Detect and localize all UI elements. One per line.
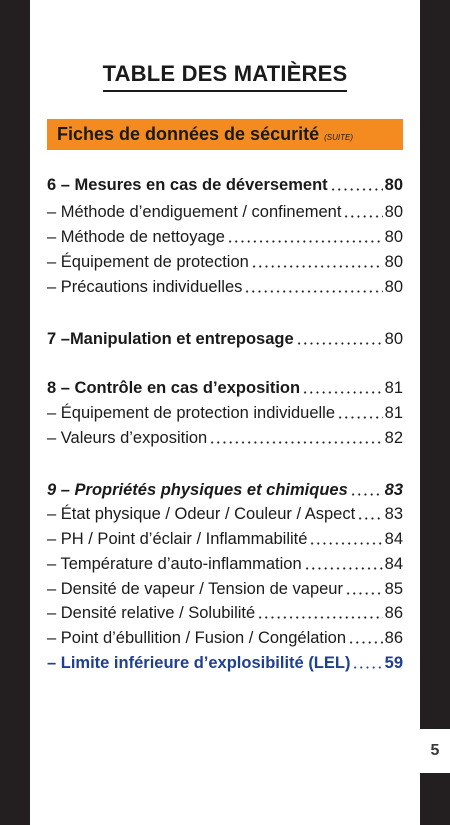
toc-entry-page: 86 [384,604,403,622]
toc-entry-6[interactable] [47,174,403,196]
toc-entry-7[interactable] [47,328,403,350]
toc-dot-leader [352,652,382,674]
right-margin-bar-top [420,0,450,729]
section-title: Fiches de données de sécurité [57,124,320,144]
toc-entry-page: 83 [384,481,403,499]
toc-entry-label: – État physique / Odeur / Couleur / Aspect [47,505,356,523]
toc-entry-label: – Point d’ébullition / Fusion / Congélation [47,629,347,647]
toc-entry-page: 81 [384,404,403,422]
toc-entry-label: Contrôle en cas d’exposition [74,379,301,397]
toc-dot-leader [337,402,383,424]
section-suffix: (SUITE) [324,133,353,142]
toc-entry-label: – Densité relative / Solubilité [47,604,256,622]
toc-entry-9-7[interactable] [47,652,403,674]
toc-entry-page: 84 [384,530,403,548]
toc-entry-page: 84 [384,555,403,573]
toc-entry-label: Manipulation et entreposage [69,330,294,348]
left-margin-bar [0,0,30,825]
toc-entry-label: – Méthode de nettoyage [47,228,225,246]
toc-entry-6-1[interactable] [47,201,403,223]
toc-dot-leader [296,328,383,350]
toc-entry-page: 80 [384,330,403,348]
toc-entry-9-3[interactable] [47,553,403,575]
toc-dot-leader [350,479,383,501]
toc-entry-page: 59 [384,654,403,672]
toc-dot-leader [330,174,383,196]
toc-dot-leader [244,276,382,298]
toc-entry-page: 86 [384,629,403,647]
toc-entry-page: 80 [384,176,403,194]
toc-entry-6-3[interactable] [47,251,403,273]
toc-entry-9[interactable] [47,479,403,501]
toc-entry-page: 80 [384,253,403,271]
toc-entry-page: 80 [384,228,403,246]
toc-dot-leader [304,553,383,575]
toc-entry-label: – Limite inférieure d’explosibilité (LEL) [47,654,351,672]
toc-entry-page: 82 [384,429,403,447]
toc-entry-label: 6 – Mesures en cas de déversement [47,176,328,194]
toc-entry-page: 81 [384,379,403,397]
toc-entry-page: 83 [384,505,403,523]
toc-dot-leader [345,578,383,600]
toc-entry-9-4[interactable] [47,578,403,600]
toc-entry-page: 80 [384,203,403,221]
toc-entry-number: 7 – [47,330,70,348]
toc-entry-9-6[interactable] [47,627,403,649]
toc-entry-8[interactable] [47,377,403,399]
toc-dot-leader [357,503,382,525]
toc-entry-page: 85 [384,580,403,598]
toc-entry-8-2[interactable] [47,427,403,449]
toc-entry-label: – PH / Point d’éclair / Inflammabilité [47,530,308,548]
toc-entry-6-2[interactable] [47,226,403,248]
toc-entry-number: 8 – [47,379,75,397]
toc-entry-label: – Valeurs d’exposition [47,429,208,447]
toc-entry-8-1[interactable] [47,402,403,424]
section-header [47,119,403,150]
right-margin-bar-bottom [420,773,450,825]
toc-entry-label: 9 – Propriétés physiques et chimiques [47,481,348,499]
toc-entry-label: – Précautions individuelles [47,278,243,296]
toc-entry-page: 80 [384,278,403,296]
page-number: 5 [430,742,440,759]
toc-dot-leader [209,427,382,449]
title-block [30,60,420,92]
toc-dot-leader [302,377,383,399]
toc-entry-label: – Équipement de protection [47,253,249,271]
toc-entry-label: – Équipement de protection individuelle [47,404,336,422]
toc-dot-leader [343,201,382,223]
toc-dot-leader [227,226,383,248]
toc-entry-9-1[interactable] [47,503,403,525]
toc-entry-label: – Température d’auto-inflammation [47,555,302,573]
toc-entry-label: – Méthode d’endiguement / confinement [47,203,342,221]
toc-dot-leader [309,528,382,550]
toc-entry-label: – Densité de vapeur / Tension de vapeur [47,580,343,598]
toc-entry-9-2[interactable] [47,528,403,550]
toc-entry-9-5[interactable] [47,602,403,624]
page-title: TABLE DES MATIÈRES [103,60,348,92]
toc-dot-leader [348,627,383,649]
toc-dot-leader [257,602,382,624]
toc-entry-6-4[interactable] [47,276,403,298]
toc-dot-leader [251,251,383,273]
